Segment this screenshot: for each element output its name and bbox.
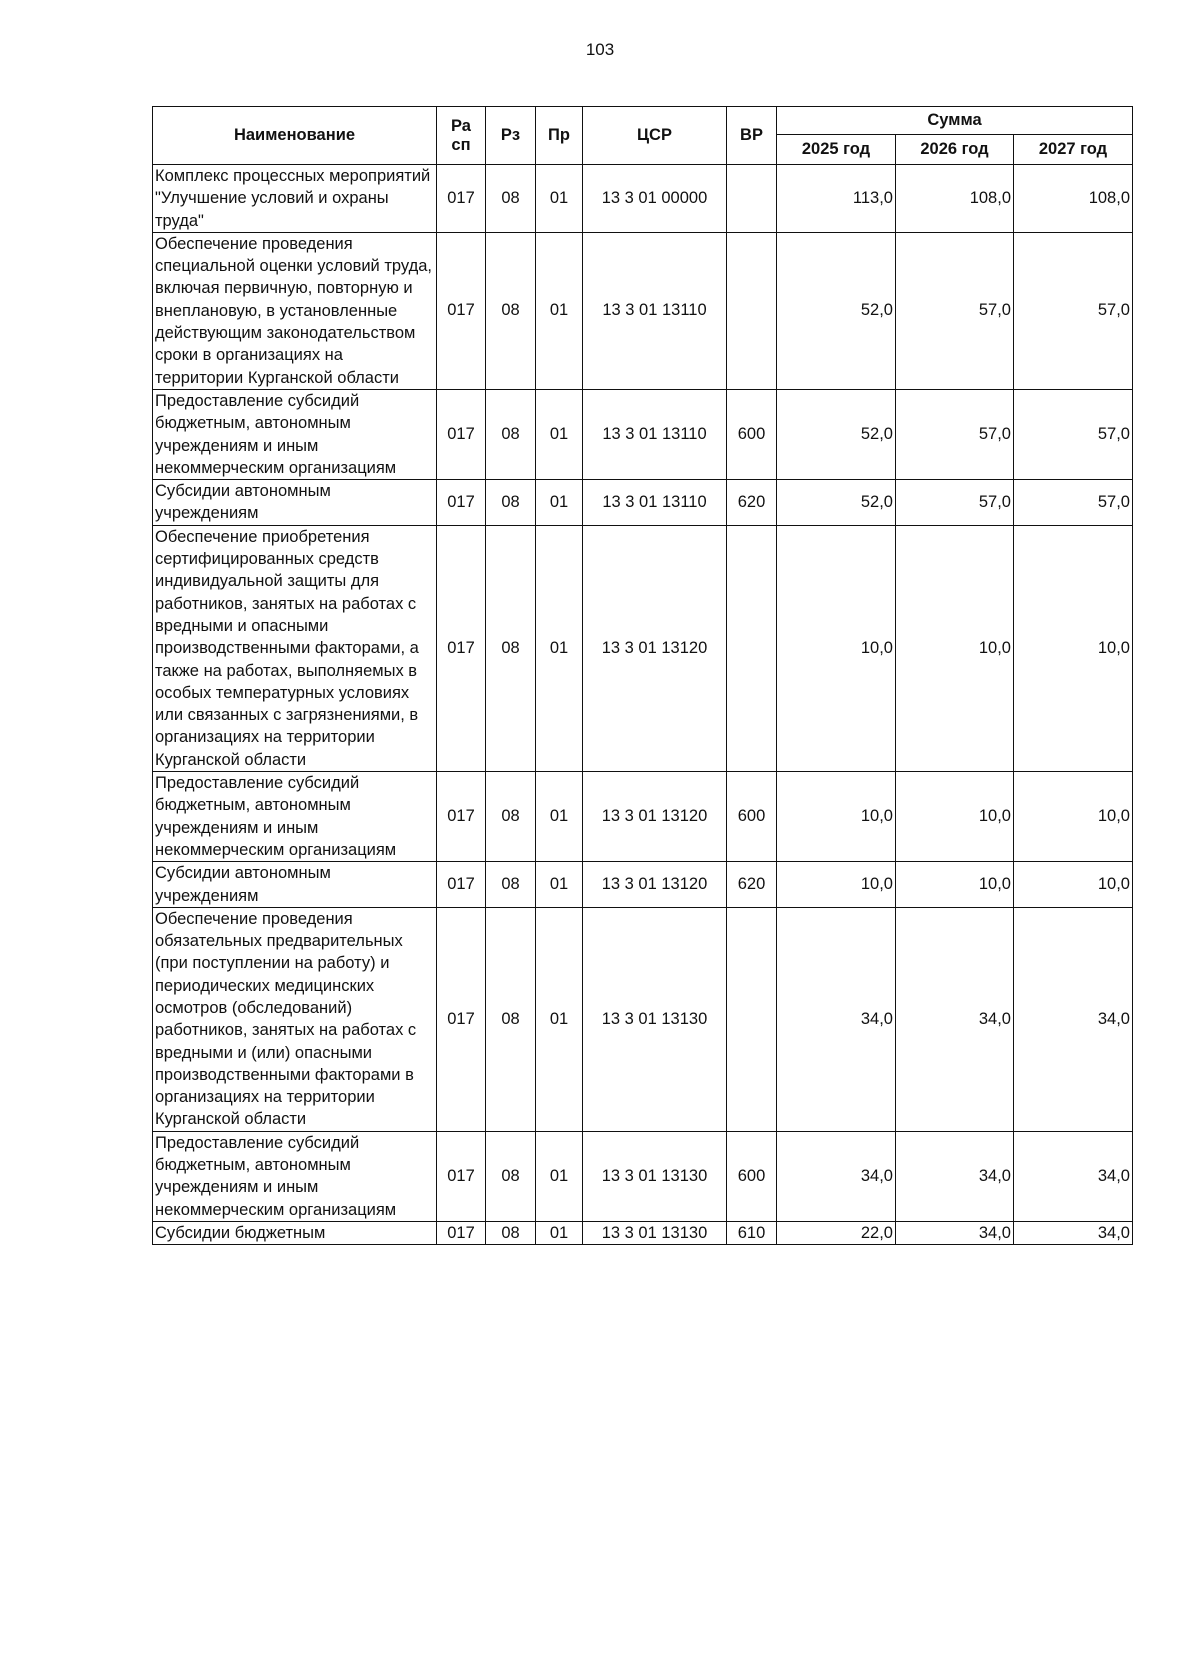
row-amount-2025: 22,0 (777, 1221, 896, 1244)
header-sum: Сумма (777, 107, 1133, 135)
row-amount-2027: 57,0 (1014, 232, 1133, 389)
row-pr: 01 (536, 389, 583, 479)
row-amount-2025: 34,0 (777, 1131, 896, 1221)
row-amount-2026: 10,0 (896, 862, 1014, 908)
table-row (153, 389, 1133, 479)
row-amount-2026: 34,0 (896, 1221, 1014, 1244)
row-pr: 01 (536, 1221, 583, 1244)
row-csr: 13 3 01 13110 (583, 480, 727, 526)
header-pr: Пр (536, 107, 583, 165)
row-csr: 13 3 01 13120 (583, 862, 727, 908)
row-amount-2025: 10,0 (777, 525, 896, 771)
row-amount-2026: 57,0 (896, 232, 1014, 389)
row-rasp: 017 (437, 480, 486, 526)
budget-table (152, 106, 1133, 1245)
row-amount-2027: 10,0 (1014, 525, 1133, 771)
row-csr: 13 3 01 13130 (583, 1131, 727, 1221)
row-rasp: 017 (437, 1131, 486, 1221)
row-vr: 600 (727, 772, 777, 862)
row-rasp: 017 (437, 165, 486, 233)
header-rz: Рз (486, 107, 536, 165)
row-csr: 13 3 01 13130 (583, 907, 727, 1131)
row-amount-2026: 34,0 (896, 1131, 1014, 1221)
table-row (153, 772, 1133, 862)
row-amount-2027: 57,0 (1014, 480, 1133, 526)
row-pr: 01 (536, 165, 583, 233)
row-vr: 610 (727, 1221, 777, 1244)
row-rz: 08 (486, 772, 536, 862)
row-csr: 13 3 01 13110 (583, 232, 727, 389)
row-vr: 620 (727, 480, 777, 526)
table-header (153, 107, 1133, 165)
row-amount-2026: 10,0 (896, 525, 1014, 771)
row-amount-2026: 57,0 (896, 389, 1014, 479)
row-rasp: 017 (437, 232, 486, 389)
row-vr: 620 (727, 862, 777, 908)
row-amount-2027: 34,0 (1014, 1131, 1133, 1221)
row-csr: 13 3 01 13120 (583, 772, 727, 862)
header-rasp-line2: сп (451, 135, 471, 154)
row-amount-2027: 10,0 (1014, 772, 1133, 862)
row-rasp: 017 (437, 862, 486, 908)
row-amount-2027: 57,0 (1014, 389, 1133, 479)
row-pr: 01 (536, 525, 583, 771)
row-pr: 01 (536, 862, 583, 908)
row-rz: 08 (486, 525, 536, 771)
row-name: Комплекс процессных мероприятий "Улучшение условий и охраны труда" (153, 165, 437, 233)
row-name: Субсидии автономным учреждениям (153, 480, 437, 526)
table-body (153, 165, 1133, 1245)
header-rasp (437, 107, 486, 165)
row-rz: 08 (486, 165, 536, 233)
row-name: Предоставление субсидий бюджетным, автономным учреждениям и иным некоммерческим организациям (153, 1131, 437, 1221)
row-rz: 08 (486, 480, 536, 526)
row-name: Субсидии бюджетным (153, 1221, 437, 1244)
table-row (153, 165, 1133, 233)
row-pr: 01 (536, 1131, 583, 1221)
page-number: 103 (585, 40, 615, 59)
row-csr: 13 3 01 13120 (583, 525, 727, 771)
header-year-2025: 2025 год (777, 135, 896, 165)
header-csr: ЦСР (583, 107, 727, 165)
row-pr: 01 (536, 907, 583, 1131)
row-amount-2025: 34,0 (777, 907, 896, 1131)
row-name: Предоставление субсидий бюджетным, автономным учреждениям и иным некоммерческим организациям (153, 772, 437, 862)
header-vr: ВР (727, 107, 777, 165)
row-vr (727, 232, 777, 389)
row-rasp: 017 (437, 1221, 486, 1244)
row-amount-2025: 52,0 (777, 480, 896, 526)
row-amount-2027: 108,0 (1014, 165, 1133, 233)
row-rz: 08 (486, 232, 536, 389)
row-name: Обеспечение проведения специальной оценки условий труда, включая первичную, повторную и внеплановую, в установленные действующим законодательством сроки в организациях на территории Курганской области (153, 232, 437, 389)
row-pr: 01 (536, 480, 583, 526)
row-vr (727, 165, 777, 233)
row-csr: 13 3 01 00000 (583, 165, 727, 233)
row-rasp: 017 (437, 907, 486, 1131)
row-amount-2025: 52,0 (777, 389, 896, 479)
row-vr (727, 525, 777, 771)
row-rasp: 017 (437, 772, 486, 862)
header-year-2027: 2027 год (1014, 135, 1133, 165)
row-name: Субсидии автономным учреждениям (153, 862, 437, 908)
row-amount-2027: 34,0 (1014, 1221, 1133, 1244)
row-amount-2025: 113,0 (777, 165, 896, 233)
table-row (153, 1131, 1133, 1221)
table-row (153, 232, 1133, 389)
row-csr: 13 3 01 13110 (583, 389, 727, 479)
table-row (153, 907, 1133, 1131)
row-name: Обеспечение приобретения сертифицированных средств индивидуальной защиты для работников, занятых на работах с вредными и опасными производственными факторами, а также на работах, выполняемых в особых температурных условиях или связанных с загрязнениями, в организациях на территории Курганской области (153, 525, 437, 771)
table-row (153, 1221, 1133, 1244)
table-row (153, 480, 1133, 526)
row-name: Предоставление субсидий бюджетным, автономным учреждениям и иным некоммерческим организациям (153, 389, 437, 479)
row-rasp: 017 (437, 389, 486, 479)
row-amount-2026: 10,0 (896, 772, 1014, 862)
row-amount-2025: 10,0 (777, 772, 896, 862)
table-row (153, 525, 1133, 771)
row-amount-2026: 108,0 (896, 165, 1014, 233)
row-amount-2026: 57,0 (896, 480, 1014, 526)
row-vr: 600 (727, 389, 777, 479)
row-rz: 08 (486, 389, 536, 479)
header-rasp-line1: Ра (451, 116, 471, 135)
row-amount-2025: 10,0 (777, 862, 896, 908)
row-vr: 600 (727, 1131, 777, 1221)
table-row (153, 862, 1133, 908)
row-csr: 13 3 01 13130 (583, 1221, 727, 1244)
row-amount-2025: 52,0 (777, 232, 896, 389)
row-rasp: 017 (437, 525, 486, 771)
row-pr: 01 (536, 232, 583, 389)
row-amount-2027: 10,0 (1014, 862, 1133, 908)
row-rz: 08 (486, 862, 536, 908)
row-rz: 08 (486, 1131, 536, 1221)
row-rz: 08 (486, 1221, 536, 1244)
row-amount-2026: 34,0 (896, 907, 1014, 1131)
row-rz: 08 (486, 907, 536, 1131)
row-pr: 01 (536, 772, 583, 862)
header-year-2026: 2026 год (896, 135, 1014, 165)
row-amount-2027: 34,0 (1014, 907, 1133, 1131)
header-name: Наименование (153, 107, 437, 165)
row-vr (727, 907, 777, 1131)
row-name: Обеспечение проведения обязательных предварительных (при поступлении на работу) и периодических медицинских осмотров (обследований) работников, занятых на работах с вредными и (или) опасными производственными факторами в организациях на территории Курганской области (153, 907, 437, 1131)
